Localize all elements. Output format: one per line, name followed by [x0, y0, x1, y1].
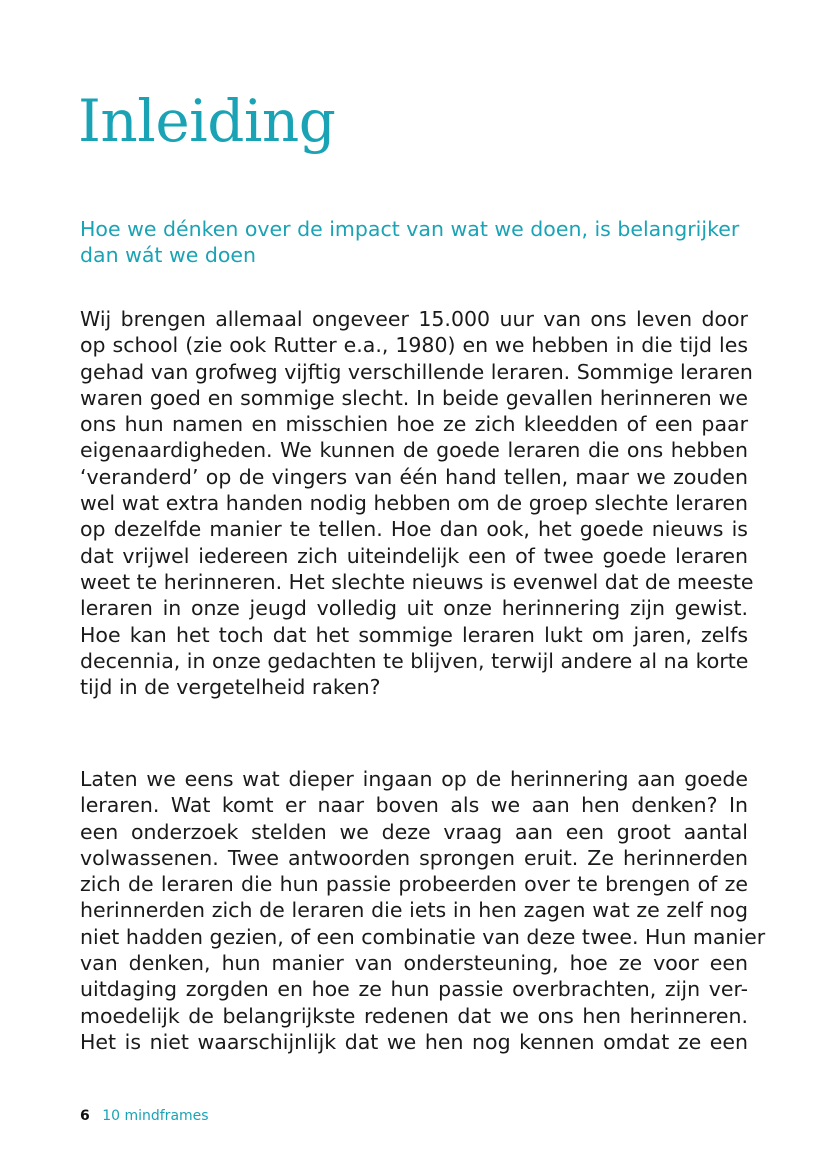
text-line: weet te herinneren. Het slechte nieuws is evenwel dat de meeste	[80, 569, 754, 594]
text-line: niet hadden gezien, of een combinatie van deze twee. Hun manier	[80, 924, 766, 949]
page-title: Inleiding	[78, 87, 336, 155]
page-footer	[80, 1108, 209, 1124]
text-line: Laten we eens wat dieper ingaan op de herinnering aan goede	[80, 767, 748, 791]
text-line: herinnerden zich de leraren die iets in hen zagen wat ze zelf nog	[80, 898, 748, 923]
text-line: volwassenen. Twee antwoorden sprongen eruit. Ze herinnerden	[80, 845, 748, 870]
text-line: decennia, in onze gedachten te blijven, terwijl andere al na korte	[80, 648, 749, 673]
text-line: een onderzoek stelden we deze vraag aan een groot aantal	[80, 819, 748, 844]
section-subtitle: Hoe we dénken over de impact van wat we doen, is belangrijker dan wát we doen	[80, 217, 740, 267]
running-title: 10 mindframes	[102, 1108, 209, 1124]
text-line: Hoe kan het toch dat het sommige leraren lukt om jaren, zelfs	[80, 622, 748, 647]
text-line: leraren. Wat komt er naar boven als we aan hen denken? In	[80, 793, 748, 818]
text-line: eigenaardigheden. We kunnen de goede leraren die ons hebben	[80, 438, 748, 463]
text-line: dat vrijwel iedereen zich uiteindelijk een of twee goede leraren	[80, 543, 748, 568]
text-line: wel wat extra handen nodig hebben om de groep slechte leraren	[80, 491, 748, 516]
text-line: Wij brengen allemaal ongeveer 15.000 uur van ons leven door	[80, 307, 748, 331]
page-number: 6	[80, 1108, 90, 1124]
text-line: tijd in de vergetelheid raken?	[80, 675, 381, 700]
paragraph-1	[80, 306, 754, 700]
paragraph-2	[80, 766, 766, 1055]
text-line: ons hun namen en misschien hoe ze zich kleedden of een paar	[80, 412, 748, 437]
text-line: waren goed en sommige slecht. In beide gevallen herinneren we	[80, 385, 748, 410]
text-line: ‘veranderd’ op de vingers van één hand tellen, maar we zouden	[80, 464, 748, 489]
text-line: leraren in onze jeugd volledig uit onze herinnering zijn gewist.	[80, 596, 748, 621]
text-line: uitdaging zorgden en hoe ze hun passie overbrachten, zijn ver-	[80, 977, 748, 1002]
text-line: Het is niet waarschijnlijk dat we hen nog kennen omdat ze een	[80, 1029, 748, 1054]
text-line: moedelijk de belangrijkste redenen dat we ons hen herinneren.	[80, 1003, 748, 1028]
text-line: gehad van grofweg vijftig verschillende leraren. Sommige leraren	[80, 359, 753, 384]
text-line: zich de leraren die hun passie probeerden over te brengen of ze	[80, 872, 748, 897]
text-line: van denken, hun manier van ondersteuning, hoe ze voor een	[80, 951, 748, 976]
text-line: op school (zie ook Rutter e.a., 1980) en we hebben in die tijd les	[80, 333, 748, 358]
text-line: op dezelfde manier te tellen. Hoe dan ook, het goede nieuws is	[80, 517, 748, 542]
